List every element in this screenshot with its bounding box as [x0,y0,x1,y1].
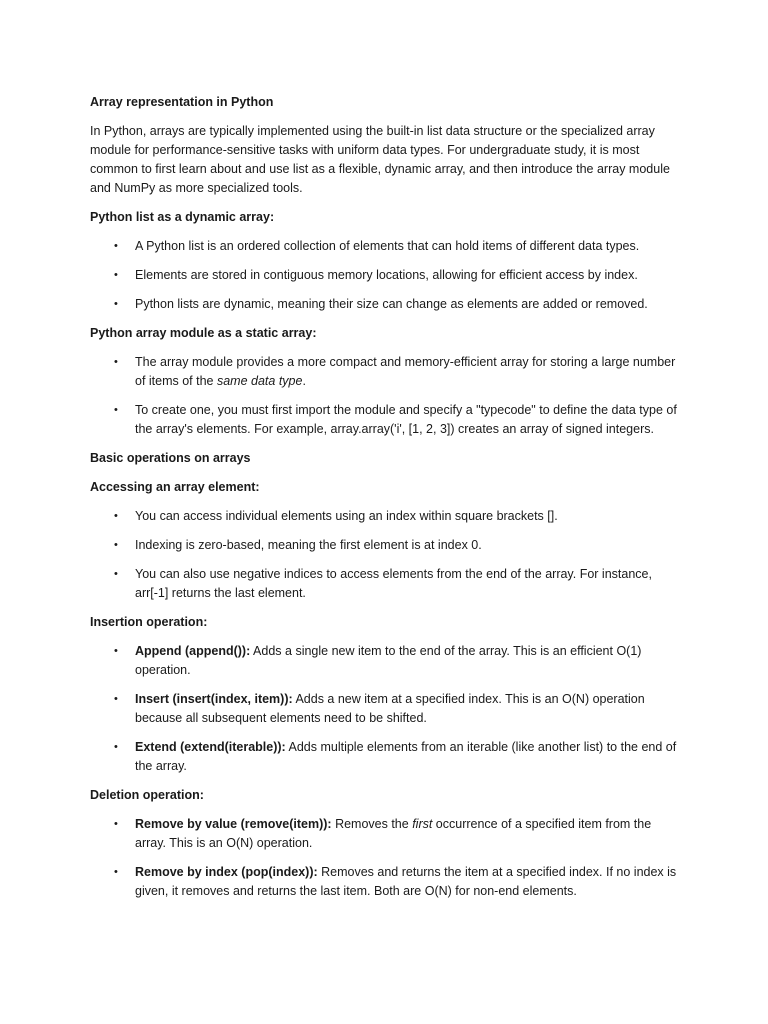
bullet-icon: • [114,298,118,310]
bullet-icon: • [114,269,118,281]
access-section-heading: Accessing an array element: [90,480,260,494]
bullet-icon: • [114,356,118,368]
list-item: • Indexing is zero-based, meaning the first element is at index 0. [90,536,684,555]
list-item: • A Python list is an ordered collection of elements that can hold items of different data types. [90,237,684,256]
bullet-icon: • [114,693,118,705]
list-section-bullets [90,237,684,314]
bullet-icon: • [114,568,118,580]
bullet-icon: • [114,240,118,252]
access-section-bullets [90,507,684,603]
delete-section-bullets [90,815,684,901]
array-section-bullets [90,353,684,439]
document-title: Array representation in Python [90,95,274,109]
bullet-icon: • [114,741,118,753]
delete-section-heading: Deletion operation: [90,788,204,802]
list-item: • Elements are stored in contiguous memory locations, allowing for efficient access by index. [90,266,684,285]
list-item: • You can also use negative indices to access elements from the end of the array. For instance, arr[-1] returns the last element. [114,567,652,600]
bullet-icon: • [114,818,118,830]
insert-section-bullets [90,642,684,776]
list-item: • Extend (extend(iterable)): Adds multiple elements from an iterable (like another list) to the end of the array. [114,740,677,773]
list-item: • Remove by index (pop(index)): Removes and returns the item at a specified index. If no index is given, it removes and returns the last item. Both are O(N) for non-end elements. [114,865,677,898]
array-section-heading: Python array module as a static array: [90,326,317,340]
list-item: • Insert (insert(index, item)): Adds a new item at a specified index. This is an O(N) operation because all subsequent elements need to be shifted. [114,692,645,725]
list-item: • To create one, you must first import the module and specify a "typecode" to define the data type of the array's elements. For example, array.array('i', [1, 2, 3]) creates an array of signed integers. [114,403,677,436]
bullet-icon: • [114,539,118,551]
bullet-icon: • [114,645,118,657]
list-item: • The array module provides a more compact and memory-efficient array for storing a large number of items of the same data type. [114,355,676,388]
ops-heading: Basic operations on arrays [90,451,251,465]
bullet-icon: • [114,866,118,878]
insert-section-heading: Insertion operation: [90,615,208,629]
bullet-icon: • [114,510,118,522]
list-item: • You can access individual elements using an index within square brackets []. [90,507,684,526]
list-item: • Python lists are dynamic, meaning their size can change as elements are added or removed. [90,295,684,314]
list-item: • Remove by value (remove(item)): Removes the first occurrence of a specified item from the array. This is an O(N) operation. [114,817,652,850]
bullet-icon: • [114,404,118,416]
list-section-heading: Python list as a dynamic array: [90,210,275,224]
intro-paragraph: In Python, arrays are typically implemented using the built-in list data structure or the specialized array module for performance-sensitive tasks with uniform data types. For undergraduate study, it is most common to first learn about and use list as a flexible, dynamic array, and then introduce the array module and NumPy as more specialized tools. [90,124,670,195]
list-item: • Append (append()): Adds a single new item to the end of the array. This is an efficient O(1) operation. [114,644,642,677]
